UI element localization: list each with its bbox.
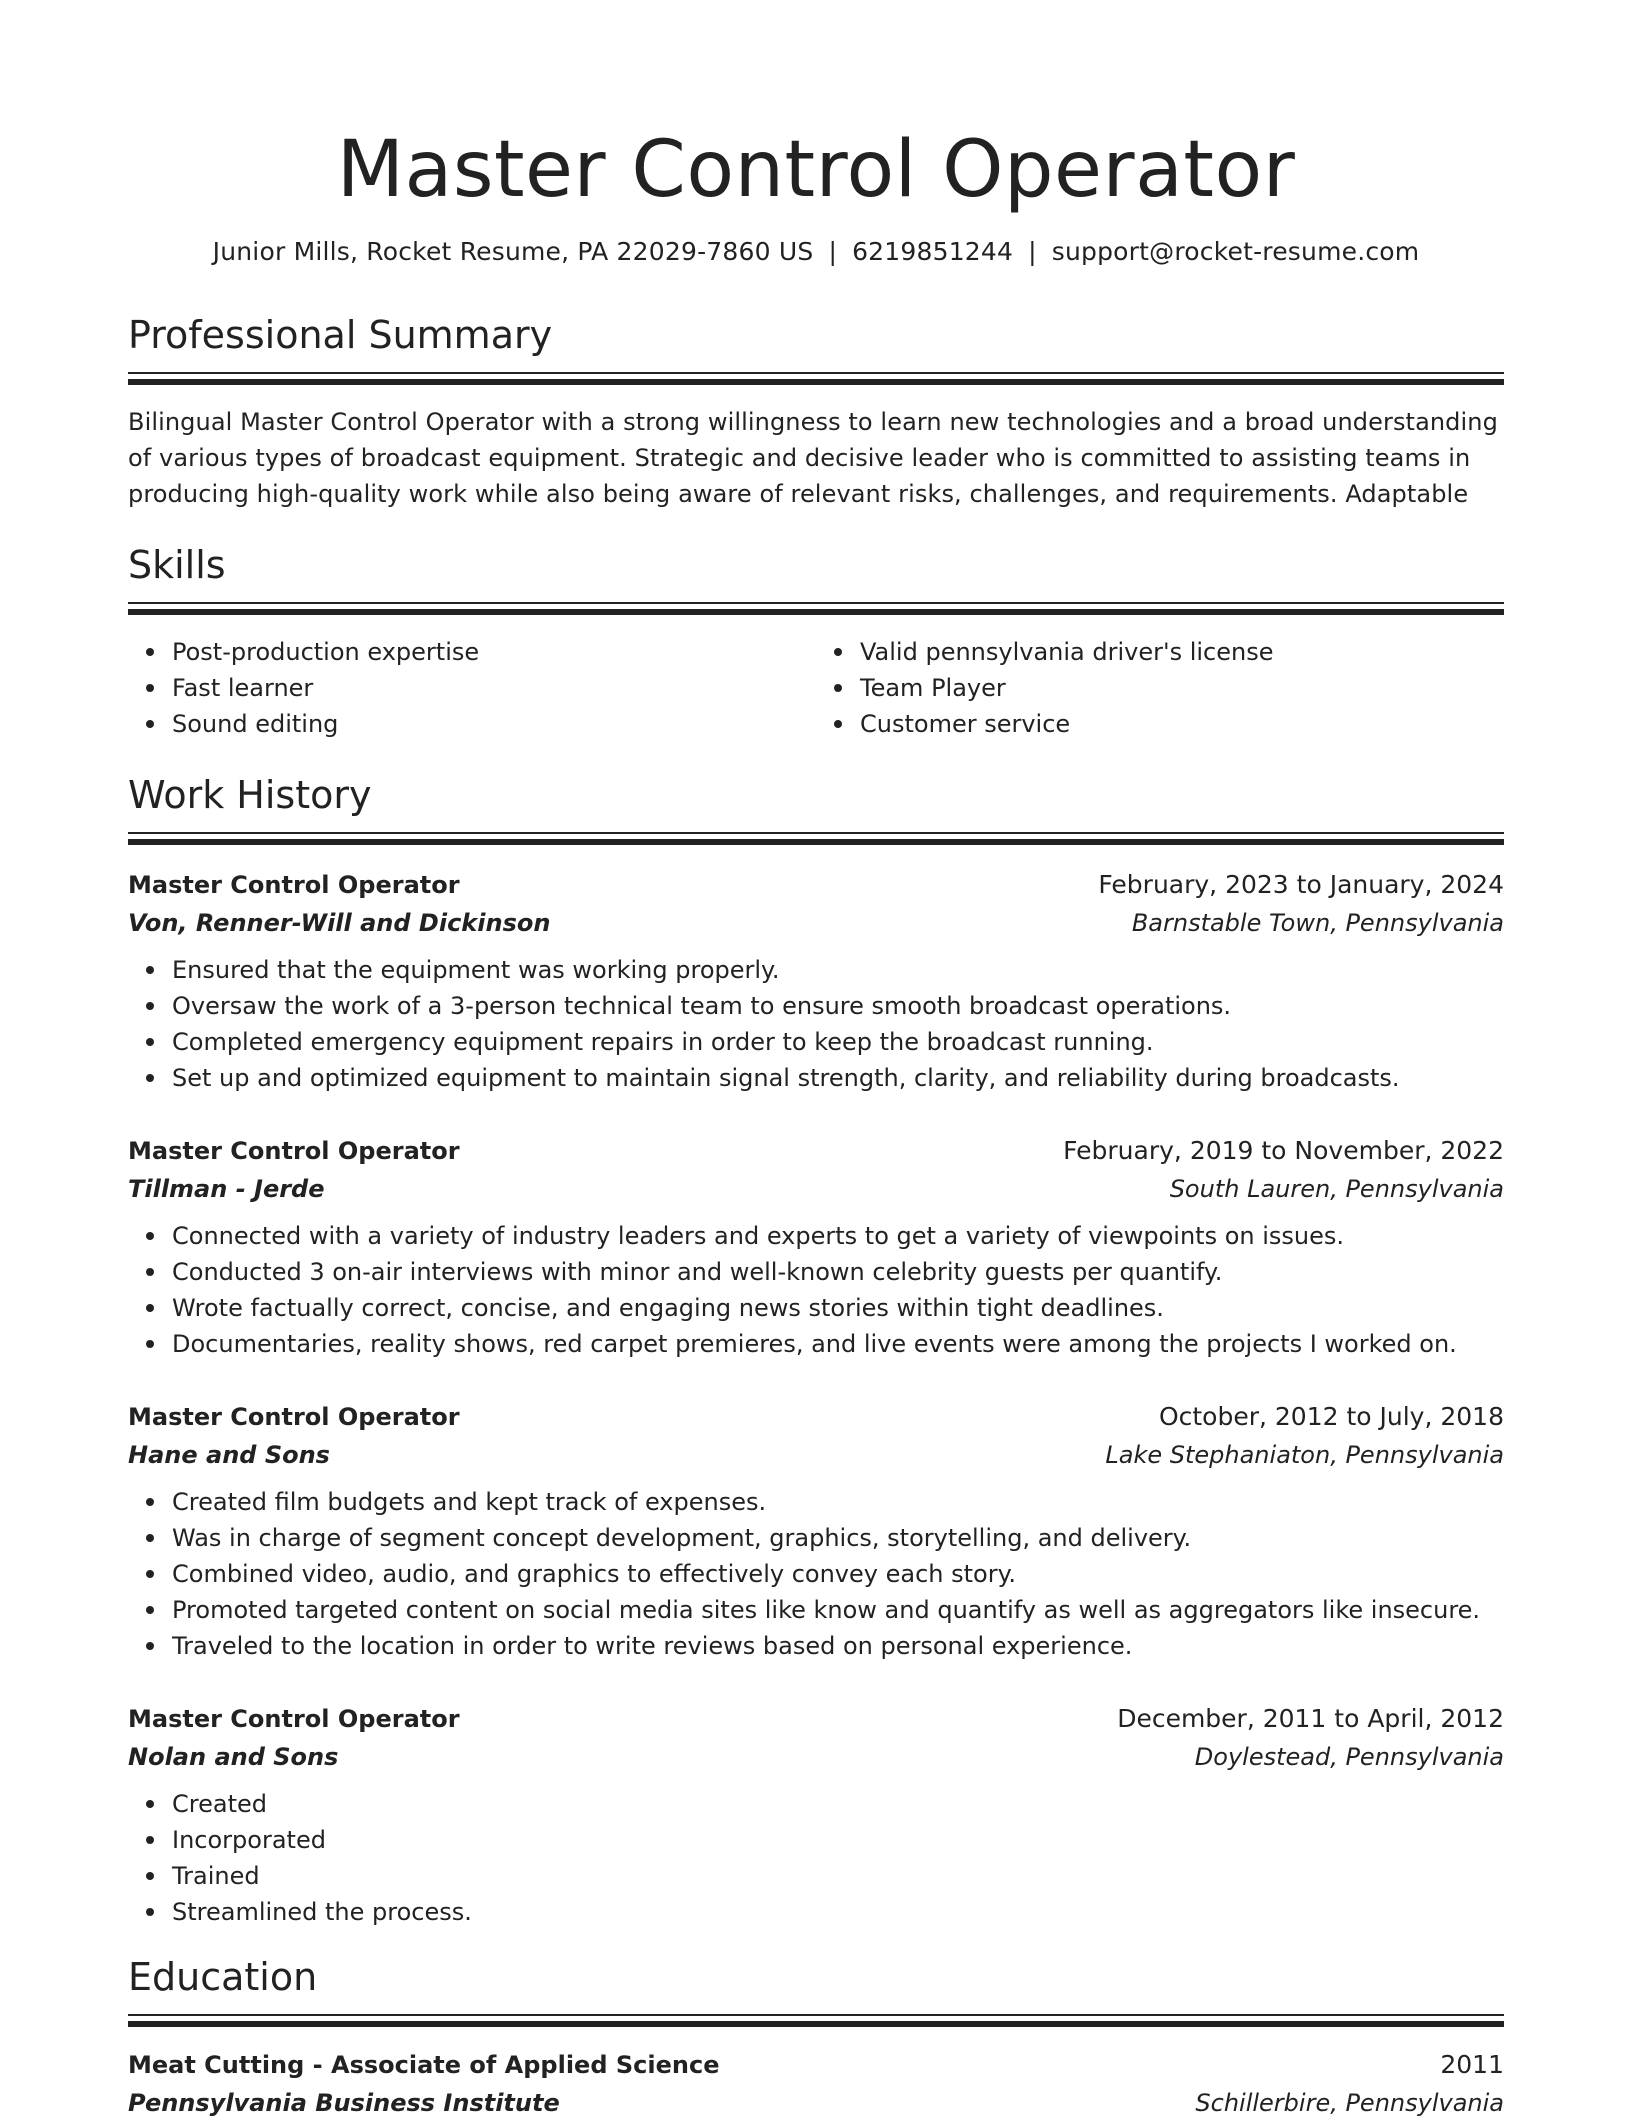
job-company-row [128, 904, 1504, 942]
skill-item: Valid pennsylvania driver's license [860, 634, 1504, 670]
education-school-row [128, 2084, 1504, 2122]
job-location: Doylestead, Pennsylvania [1194, 1743, 1504, 1771]
education-degree: Meat Cutting - Associate of Applied Science [128, 2051, 720, 2079]
contact-address: Junior Mills, Rocket Resume, PA 22029-7860 US [212, 237, 814, 266]
resume-name: Master Control Operator [336, 125, 1296, 215]
job-header-row [128, 1398, 1504, 1436]
job-entry [128, 1132, 1504, 1362]
skill-item: Customer service [860, 706, 1504, 742]
education-section [128, 1954, 1504, 2122]
job-bullet: Traveled to the location in order to write reviews based on personal experience. [172, 1628, 1504, 1664]
skills-list-right [816, 634, 1504, 742]
job-bullet: Streamlined the process. [172, 1894, 1504, 1930]
job-title: Master Control Operator [128, 1705, 460, 1733]
job-bullet: Ensured that the equipment was working properly. [172, 952, 1504, 988]
education-year: 2011 [1440, 2050, 1504, 2079]
skills-list-left [128, 634, 816, 742]
job-title: Master Control Operator [128, 1403, 460, 1431]
job-bullets [128, 1786, 1504, 1930]
contact-separator: | [828, 237, 838, 266]
job-bullet: Documentaries, reality shows, red carpet premieres, and live events were among the projects I worked on. [172, 1326, 1504, 1362]
skill-item: Post-production expertise [172, 634, 816, 670]
contact-email: support@rocket-resume.com [1051, 237, 1420, 266]
resume-page [128, 0, 1504, 2122]
job-company: Von, Renner-Will and Dickinson [128, 909, 551, 937]
job-entry [128, 1398, 1504, 1664]
contact-line [128, 236, 1504, 268]
job-dates: December, 2011 to April, 2012 [1117, 1704, 1504, 1733]
job-dates: October, 2012 to July, 2018 [1158, 1402, 1504, 1431]
job-location: Barnstable Town, Pennsylvania [1131, 909, 1504, 937]
job-company-row [128, 1170, 1504, 1208]
job-bullets [128, 1218, 1504, 1362]
job-bullet: Incorporated [172, 1822, 1504, 1858]
skill-item: Team Player [860, 670, 1504, 706]
education-school: Pennsylvania Business Institute [128, 2089, 560, 2117]
job-dates: February, 2023 to January, 2024 [1098, 870, 1504, 899]
job-bullets [128, 952, 1504, 1096]
skill-item: Fast learner [172, 670, 816, 706]
skills-grid [128, 634, 1504, 742]
job-entry [128, 1700, 1504, 1930]
job-header-row [128, 866, 1504, 904]
job-header-row [128, 1700, 1504, 1738]
job-bullet: Trained [172, 1858, 1504, 1894]
job-entry [128, 866, 1504, 1096]
education-location: Schillerbire, Pennsylvania [1195, 2089, 1504, 2117]
skills-section [128, 542, 1504, 742]
job-bullet: Conducted 3 on-air interviews with minor and well-known celebrity guests per quantify. [172, 1254, 1504, 1290]
job-bullet: Created [172, 1786, 1504, 1822]
work-history-section [128, 772, 1504, 1930]
skill-item: Sound editing [172, 706, 816, 742]
contact-phone: 6219851244 [852, 237, 1014, 266]
job-company: Nolan and Sons [128, 1743, 339, 1771]
section-title-education: Education [128, 1955, 318, 1999]
job-bullet: Connected with a variety of industry leaders and experts to get a variety of viewpoints on issues. [172, 1218, 1504, 1254]
job-bullet: Created film budgets and kept track of expenses. [172, 1484, 1504, 1520]
job-title: Master Control Operator [128, 871, 460, 899]
job-location: Lake Stephaniaton, Pennsylvania [1105, 1441, 1504, 1469]
job-company-row [128, 1738, 1504, 1776]
job-bullet: Promoted targeted content on social media sites like know and quantify as well as aggregators like insecure. [172, 1592, 1504, 1628]
section-title-summary: Professional Summary [128, 313, 553, 357]
skills-column-right [816, 634, 1504, 742]
job-bullet: Wrote factually correct, concise, and engaging news stories within tight deadlines. [172, 1290, 1504, 1326]
summary-section [128, 312, 1504, 512]
job-company-row [128, 1436, 1504, 1474]
job-bullet: Set up and optimized equipment to maintain signal strength, clarity, and reliability during broadcasts. [172, 1060, 1504, 1096]
job-bullet: Combined video, audio, and graphics to effectively convey each story. [172, 1556, 1504, 1592]
job-bullet: Was in charge of segment concept development, graphics, storytelling, and delivery. [172, 1520, 1504, 1556]
section-title-work-history: Work History [128, 773, 372, 817]
section-divider [128, 602, 1504, 616]
job-bullet: Oversaw the work of a 3-person technical team to ensure smooth broadcast operations. [172, 988, 1504, 1024]
job-location: South Lauren, Pennsylvania [1169, 1175, 1504, 1203]
job-dates: February, 2019 to November, 2022 [1063, 1136, 1504, 1165]
summary-text: Bilingual Master Control Operator with a strong willingness to learn new technologies and a broad understanding of various types of broadcast equipment. Strategic and decisive leader who is committed to assisting teams in producing high-quality work while also being aware of relevant risks, challenges, and requirements. Adaptable [128, 408, 1498, 508]
job-header-row [128, 1132, 1504, 1170]
education-header-row [128, 2046, 1504, 2084]
skills-column-left [128, 634, 816, 742]
contact-separator: | [1028, 237, 1037, 266]
job-title: Master Control Operator [128, 1137, 460, 1165]
education-entry [128, 2046, 1504, 2122]
job-company: Tillman - Jerde [128, 1175, 325, 1203]
section-title-skills: Skills [128, 543, 226, 587]
job-bullet: Completed emergency equipment repairs in order to keep the broadcast running. [172, 1024, 1504, 1060]
section-divider [128, 832, 1504, 846]
section-divider [128, 372, 1504, 386]
job-bullets [128, 1484, 1504, 1664]
section-divider [128, 2014, 1504, 2028]
job-company: Hane and Sons [128, 1441, 330, 1469]
